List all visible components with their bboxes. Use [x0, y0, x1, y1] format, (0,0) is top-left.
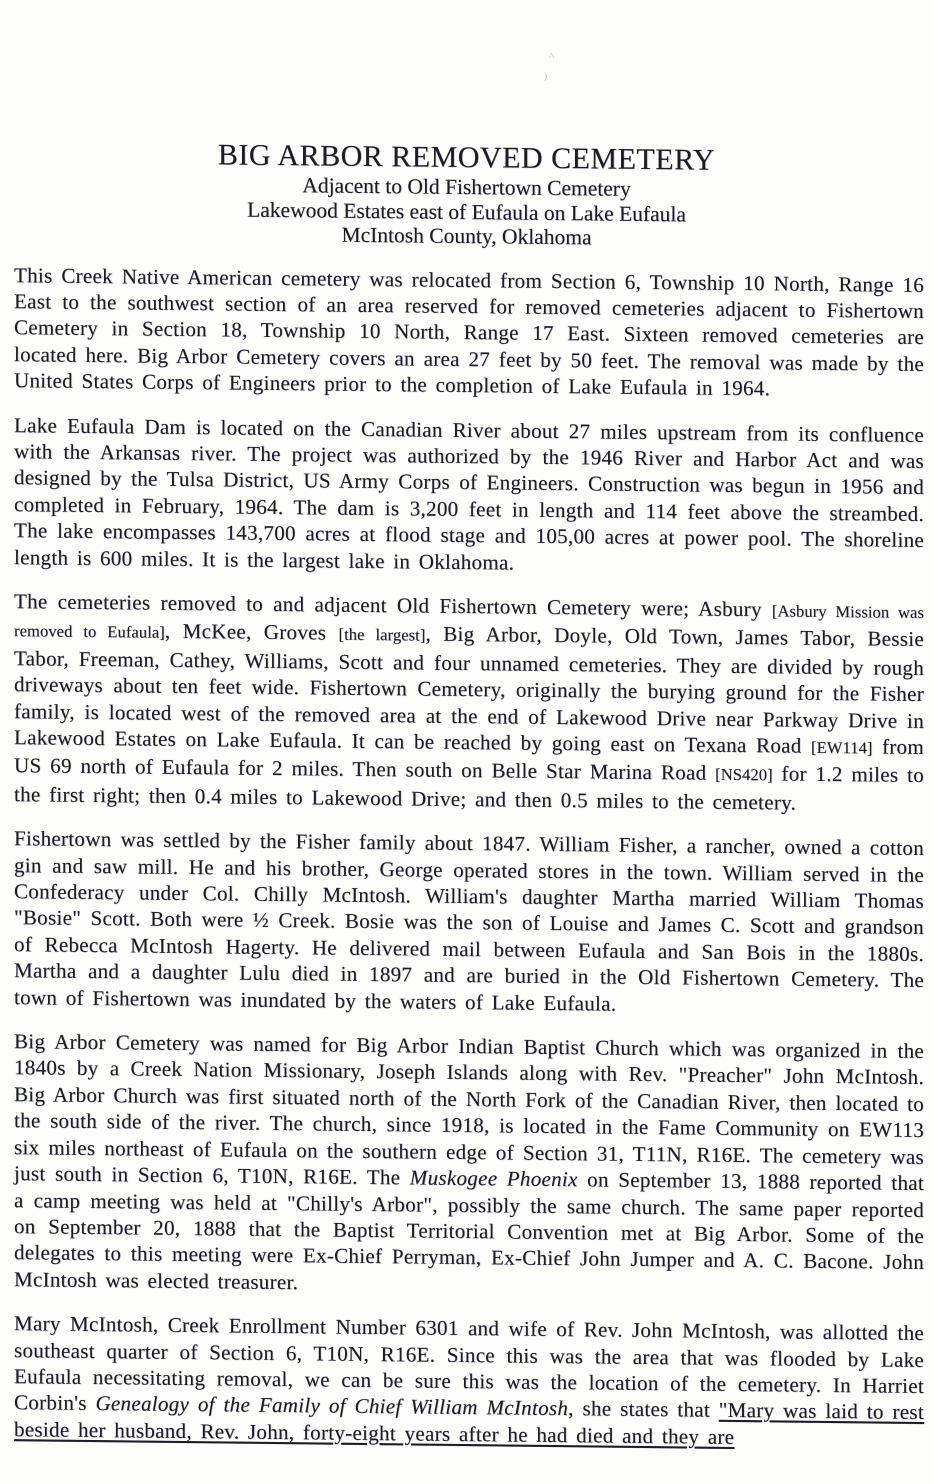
text-segment: [Asbury Mission was removed to Eufaula]	[14, 601, 924, 643]
document-title: BIG ARBOR REMOVED CEMETERY	[217, 138, 716, 177]
text-segment: Mary McIntosh, Creek Enrollment Number 6301 and wife of Rev. John McIntosh, was allotted the southeast quarter of Section 6, T10N, R16E. Since this was the area that was flooded by Lake Eufaula necessitating removal, we can be sure this was the location of the cemetery. In Harriet Corbin's	[14, 1311, 924, 1416]
paragraph	[14, 825, 924, 1020]
text-segment: [EW114]	[811, 737, 873, 758]
text-segment: for 1.2 miles to the first right; then 0.4 miles to Lakewood Drive; and then 0.5 miles to the cemetery.	[14, 761, 924, 815]
text-segment: Fishertown was settled by the Fisher family about 1847. William Fisher, a rancher, owned a cotton gin and saw mill. He and his brother, George operated stores in the town. William served in the Confederacy under Col. Chilly McIntosh. William's daughter Martha married William Thomas "Bosie" Scott. Both were ½ Creek. Bosie was the son of Louise and James C. Scott and grandson of Rebecca McIntosh Hagerty. He delivered mail between Eufaula and San Bois in the 1880s. Martha and a daughter Lulu died in 1897 and are buried in the Old Fishertown Cemetery. The town of Fishertown was inundated by the waters of Lake Eufaula.	[14, 826, 924, 1016]
text-segment: Genealogy of the Family of Chief William McIntosh	[95, 1391, 569, 1421]
paragraph	[14, 412, 924, 580]
text-segment: , Big Arbor, Doyle, Old Town, James Tabor, Bessie Tabor, Freeman, Cathey, Williams, Scott and four unnamed cemeteries. They are divided by rough driveways about ten feet wide. Fishertown Cemetery, originally the burying ground for the Fisher family, is located west of the removed area at the end of Lakewood Drive near Parkway Drive in Lakewood Estates on Lake Eufaula. It can be reached by going east on Texana Road	[14, 621, 924, 758]
document-subtitle-line: McIntosh County, Oklahoma	[341, 222, 592, 250]
text-segment: "Mary was laid to rest beside her husband, Rev. John, forty-eight years after he had died and they are	[14, 1398, 924, 1449]
document-header	[0, 136, 933, 254]
text-segment: from US 69 north of Eufaula for 2 miles. Then south on Belle Star Marina Road	[14, 734, 924, 786]
document-subtitle-line: Lakewood Estates east of Eufaula on Lake Eufaula	[247, 197, 686, 226]
text-segment: [the largest]	[338, 625, 426, 645]
text-segment: Lake Eufaula Dam is located on the Canadian River about 27 miles upstream from its confluence with the Arkansas river. The project was authorized by the 1946 River and Harbor Act and was designed by the Tulsa District, US Army Corps of Engineers. Construction was begun in 1956 and completed in February, 1964. The dam is 3,200 feet in length and 114 feet above the streambed. The lake encompasses 143,700 acres at flood stage and 105,00 acres at power pool. The shoreline length is 600 miles. It is the largest lake in Oklahoma.	[14, 412, 924, 575]
text-segment: [NS420]	[715, 765, 773, 785]
paragraph	[14, 1028, 924, 1302]
text-segment: on September 13, 1888 reported that a camp meeting was held at "Chilly's Arbor", possibly the same church. The same paper reported on September 20, 1888 that the Baptist Territorial Convention met at Big Arbor. Some of the delegates to this meeting were Ex-Chief Perryman, Ex-Chief John Jumper and A. C. Bacone. John McIntosh was elected treasurer.	[14, 1167, 924, 1294]
document-subtitle-line: Adjacent to Old Fishertown Cemetery	[302, 173, 631, 201]
text-segment: The cemeteries removed to and adjacent Old Fishertown Cemetery were; Asbury	[14, 589, 772, 622]
paragraph	[14, 1310, 924, 1452]
paragraph	[14, 588, 924, 817]
document-body	[14, 262, 924, 1453]
scan-artifact-mark: )	[544, 71, 547, 81]
text-segment: Muskogee Phoenix	[409, 1165, 578, 1192]
text-segment: , McKee, Groves	[164, 619, 339, 646]
paragraph	[14, 262, 924, 404]
document-content	[0, 136, 933, 1452]
text-segment: This Creek Native American cemetery was relocated from Section 6, Township 10 North, Range 16 East to the southwest section of an area reserved for removed cemeteries adjacent to Fishertown Cemetery in Section 18, Township 10 North, Range 17 East. Sixteen removed cemeteries are located here. Big Arbor Cemetery covers an area 27 feet by 50 feet. The removal was made by the United States Corps of Engineers prior to the completion of Lake Eufaula in 1964.	[14, 262, 924, 401]
text-segment: , she states that	[568, 1396, 719, 1423]
text-segment: Big Arbor Cemetery was named for Big Arbor Indian Baptist Church which was organized in the 1840s by a Creek Nation Missionary, Joseph Islands along with Rev. "Preacher" John McIntosh. Big Arbor Church was first situated north of the North Fork of the Canadian River, then located to the south side of the river. The church, since 1918, is located in the Fame Community on EW113 six miles northeast of Eufaula on the southern edge of Section 31, T11N, R16E. The cemetery was just south in Section 6, T10N, R16E. The	[14, 1029, 924, 1190]
scan-artifact-mark: ^	[549, 51, 555, 63]
